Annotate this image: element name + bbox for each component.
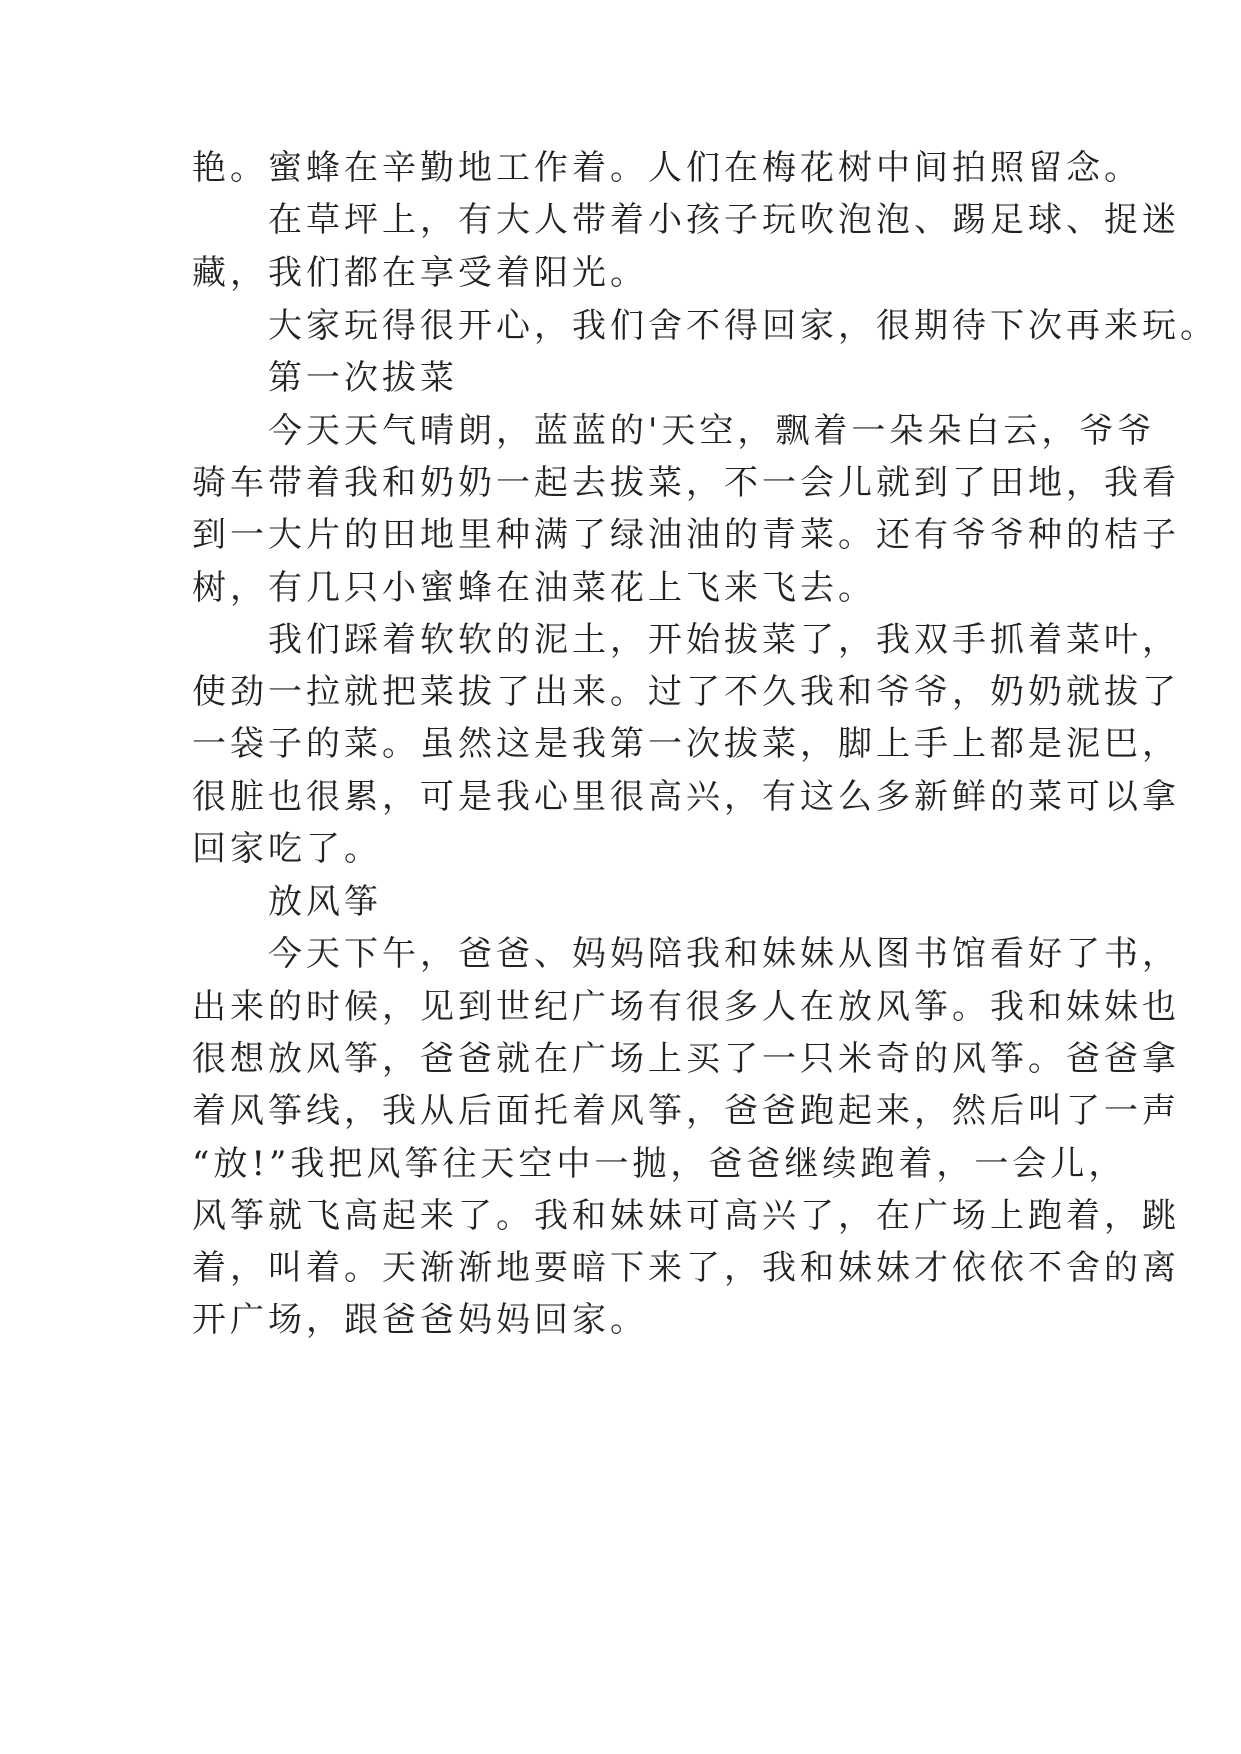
text-line: 我们踩着软软的泥土，开始拔菜了，我双手抓着菜叶，	[192, 620, 1180, 660]
text-line: 很脏也很累，可是我心里很高兴，有这么多新鲜的菜可以拿	[192, 777, 1180, 817]
text-line: 大家玩得很开心，我们舍不得回家，很期待下次再来玩。	[192, 306, 1218, 346]
text-line: 着，叫着。天渐渐地要暗下来了，我和妹妹才依依不舍的离	[192, 1248, 1180, 1288]
text-line: 着风筝线，我从后面托着风筝，爸爸跑起来，然后叫了一声	[192, 1091, 1180, 1131]
text-line: 骑车带着我和奶奶一起去拔菜，不一会儿就到了田地，我看	[192, 463, 1180, 503]
text-line: 回家吃了。	[192, 829, 382, 869]
text-line: 艳。蜜蜂在辛勤地工作着。人们在梅花树中间拍照留念。	[192, 148, 1142, 188]
text-line: 出来的时候，见到世纪广场有很多人在放风筝。我和妹妹也	[192, 987, 1180, 1027]
text-line: 很想放风筝，爸爸就在广场上买了一只米奇的风筝。爸爸拿	[192, 1039, 1180, 1079]
section-heading: 第一次拔菜	[192, 358, 458, 398]
text-line: 风筝就飞高起来了。我和妹妹可高兴了，在广场上跑着，跳	[192, 1196, 1180, 1236]
text-line: 一袋子的菜。虽然这是我第一次拔菜，脚上手上都是泥巴，	[192, 724, 1180, 764]
text-line: 到一大片的田地里种满了绿油油的青菜。还有爷爷种的桔子	[192, 515, 1180, 555]
text-line: “放!”我把风筝往天空中一抛，爸爸继续跑着，一会儿，	[192, 1144, 1127, 1184]
text-line: 在草坪上，有大人带着小孩子玩吹泡泡、踢足球、捉迷	[192, 200, 1180, 240]
text-line: 今天天气晴朗，蓝蓝的'天空，飘着一朵朵白云，爷爷	[192, 411, 1156, 451]
text-line: 树，有几只小蜜蜂在油菜花上飞来飞去。	[192, 568, 876, 608]
text-line: 今天下午，爸爸、妈妈陪我和妹妹从图书馆看好了书，	[192, 934, 1180, 974]
text-line: 使劲一拉就把菜拔了出来。过了不久我和爷爷，奶奶就拔了	[192, 672, 1180, 712]
text-line: 开广场，跟爸爸妈妈回家。	[192, 1300, 648, 1340]
section-heading: 放风筝	[192, 882, 382, 922]
text-line: 藏，我们都在享受着阳光。	[192, 253, 648, 293]
